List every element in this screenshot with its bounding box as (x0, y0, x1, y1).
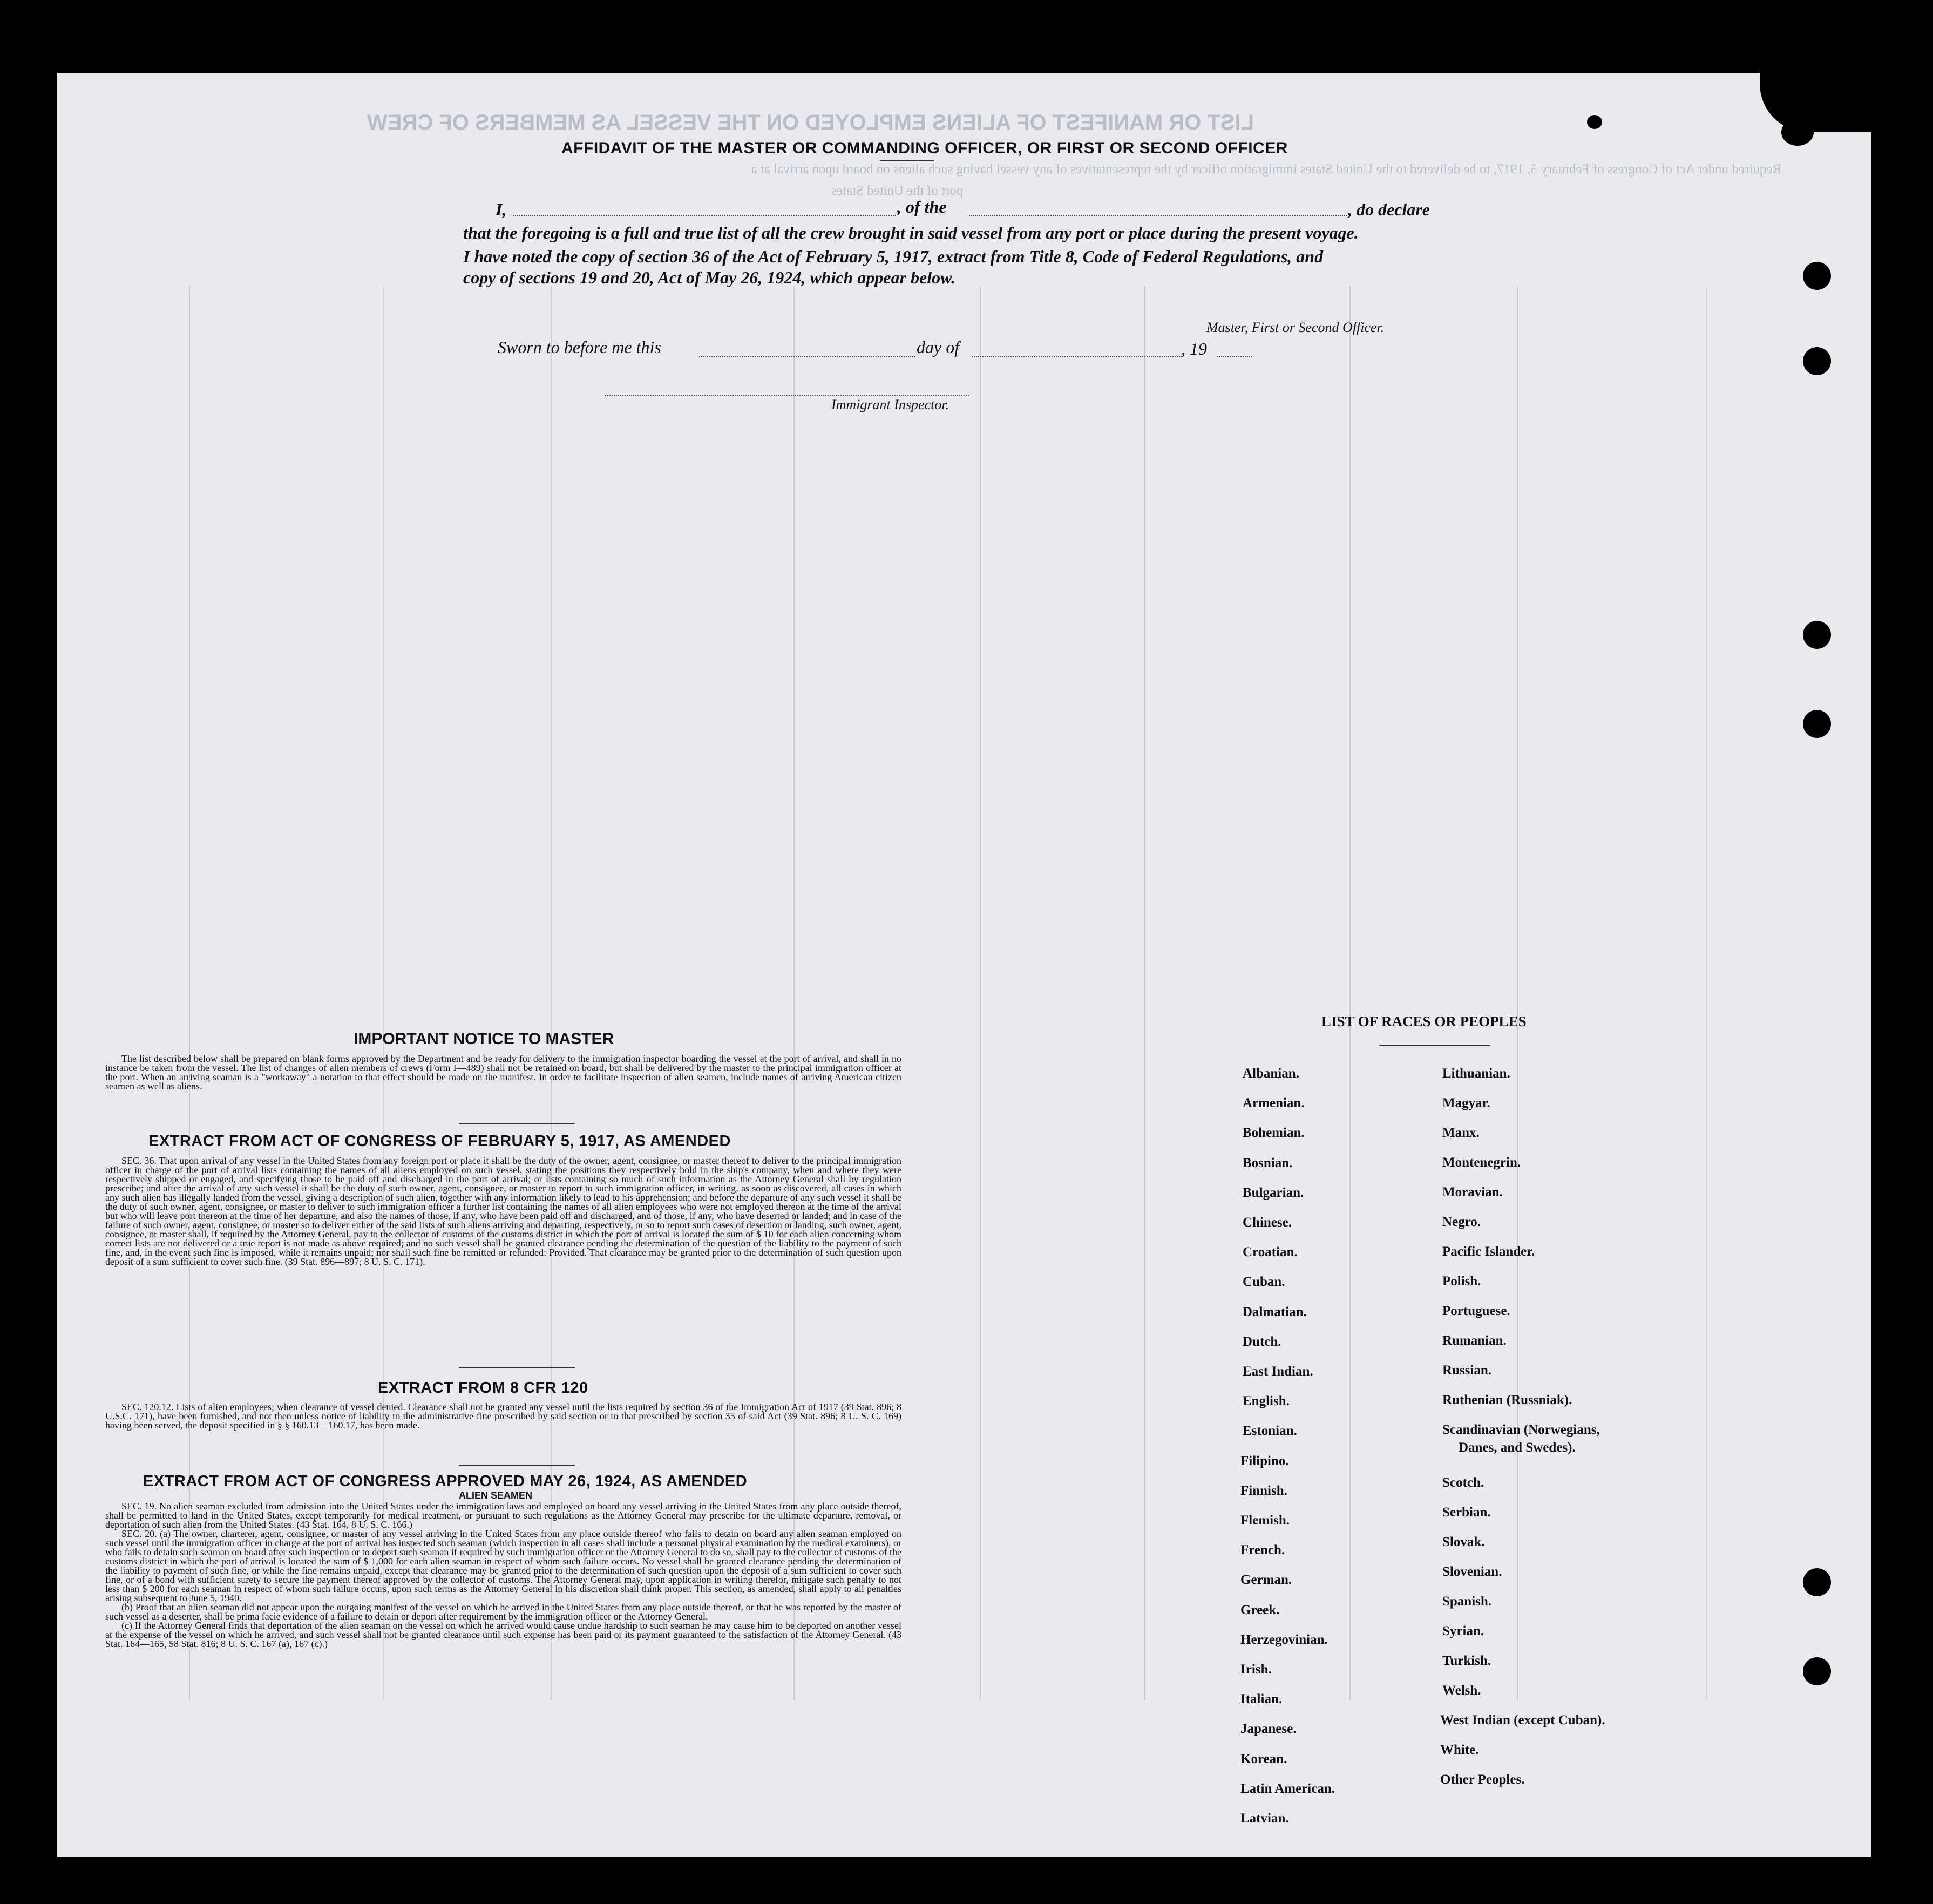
race-item: West Indian (except Cuban). (1440, 1713, 1605, 1727)
race-item: Scandinavian (Norwegians, (1442, 1422, 1600, 1437)
race-item: Slovak. (1442, 1535, 1485, 1549)
sec-20b-text: (b) Proof that an alien seaman did not appear upon the outgoing manifest of the vessel on which he arrived in the United States from any place outside thereof, or that he was reported by the master of such vessel as a deserter, shall be prima facie evidence of a failure to detain or deport after requirement by the immigration officer or the Attorney General. (105, 1602, 901, 1622)
inspector-signature-line[interactable] (605, 395, 969, 396)
race-item: Portuguese. (1442, 1304, 1510, 1318)
notice-body (105, 1054, 901, 1091)
bleed-column-line (980, 286, 981, 1700)
name-field-line[interactable] (513, 215, 896, 216)
race-item: Serbian. (1442, 1505, 1491, 1520)
race-item: Ruthenian (Russniak). (1442, 1393, 1572, 1407)
race-item: Flemish. (1240, 1513, 1290, 1528)
race-item: East Indian. (1243, 1364, 1313, 1379)
race-item: Bulgarian. (1243, 1185, 1304, 1200)
extract-1917-body (105, 1156, 901, 1266)
alien-seamen-subtitle: ALIEN SEAMEN (459, 1490, 533, 1501)
race-item: Croatian. (1243, 1245, 1298, 1260)
race-item: Dalmatian. (1243, 1304, 1307, 1319)
section-divider (459, 1367, 575, 1368)
race-item: Spanish. (1442, 1594, 1492, 1609)
affidavit-i: I, (496, 200, 507, 219)
race-item: Bosnian. (1243, 1155, 1293, 1170)
bleed-column-line (1144, 286, 1145, 1700)
sworn-text: Sworn to before me this (498, 337, 661, 357)
affidavit-title: AFFIDAVIT OF THE MASTER OR COMMANDING OFFICER, OR FIRST OR SECOND OFFICER (561, 139, 1288, 157)
sec-20c-text: (c) If the Attorney General finds that deportation of the alien seaman on the vessel on which he arrived would cause undue hardship to such seaman he may cause him to be deported on another vessel at the expense of the vessel on which he arrived, and such vessel shall not be granted clearance until such expense has been paid or its payment guaranteed to the satisfaction of the Attorney General. (43 Stat. 164—165, 58 Stat. 816; 8 U. S. C. 167 (a), 167 (c).) (105, 1620, 901, 1649)
race-item: Slovenian. (1442, 1564, 1502, 1579)
affidavit-line-2: that the foregoing is a full and true list of all the crew brought in said vessel from any port or place during the present voyage. (463, 223, 1359, 242)
bleed-column-line (793, 286, 795, 1700)
race-item: Chinese. (1243, 1215, 1292, 1230)
punch-hole (1803, 262, 1831, 290)
race-item: Polish. (1442, 1274, 1481, 1289)
race-item: Cuban. (1243, 1275, 1285, 1290)
race-item: Magyar. (1442, 1096, 1490, 1110)
sworn-day-field-line[interactable] (699, 356, 915, 357)
race-item: Greek. (1240, 1602, 1280, 1617)
sec-19-text: SEC. 19. No alien seaman excluded from admission into the United States under the immigration laws and employed on board any vessel arriving in the United States from any place outside thereof, shall be permitted to land in the United States, except temporarily for medical treatment, or pursuant to such regulations as the Attorney General may prescribe for the ultimate departure, removal, or deportation of such alien from the United States. (43 Stat. 164, 8 U. S. C. 166.) (105, 1501, 901, 1530)
race-item: Latvian. (1240, 1811, 1289, 1826)
sec-20a-text: SEC. 20. (a) The owner, charterer, agent, consignee, or master of any vessel arriving in the United States from any place outside thereof who fails to detain on board any alien seaman employed on such vessel until the immigration officer in charge at the port of arrival has inspected such seaman (which inspection in all cases shall include a personal physical examination by the medical examiners), or who fails to detain such seaman on board after such inspection or to deport such seaman if required by such immigration officer or the Attorney General to do so, shall pay to the collector of customs of the customs district in which the port of arrival is located the sum of $ 1,000 for each alien seaman in respect of whom such failure occurs. No vessel shall be granted clearance pending the determination of the liability to payment of such fine, or while the fine remains unpaid, except that clearance may be granted prior to the determination of such question upon the deposit of a sum sufficient to cover such fine, or of a bond with sufficient surety to secure the payment thereof approved by the collector of customs. The Attorney General may, upon application in writing therefor, mitigate such penalty to not less than $ 200 for each seaman in respect of whom such failure occurs, upon such terms as the Attorney General in his discretion shall think proper. This section, as amended, shall apply to all penalties arising subsequent to June 5, 1940. (105, 1528, 901, 1603)
affidavit-line-4: copy of sections 19 and 20, Act of May 26, 1924, which appear below. (463, 268, 956, 287)
race-item: Welsh. (1442, 1683, 1481, 1698)
race-item: English. (1243, 1394, 1290, 1409)
affidavit-do-declare: , do declare (1348, 200, 1430, 219)
race-item: Japanese. (1240, 1722, 1297, 1737)
sec-120-12-text: SEC. 120.12. Lists of alien employees; when clearance of vessel denied. Clearance shall not be granted any vessel until the lists required by section 36 of the Immigration Act of 1917 (39 Stat. 896; 8 U.S.C. 171), have been furnished, and not then unless notice of liability to the administrative fine prescribed by said section or to that prescribed by section 35 of said Act (39 Stat. 896; 8 U. S. C. 169) having been served, the deposit specified in § § 160.13—160.17, has been made. (105, 1401, 901, 1431)
race-item: Armenian. (1243, 1096, 1305, 1111)
year-field-line[interactable] (1217, 356, 1252, 357)
bleed-through-line: Required under Act of Congress of February 5, 1917, to be delivered to the United States immigration officer by the representatives of any vessel having such aliens on board upon arrival at a (751, 162, 1781, 177)
extract-cfr-body (105, 1402, 901, 1430)
bleed-through-title: LIST OR MANIFEST OF ALIENS EMPLOYED ON THE VESSEL AS MEMBERS OF CREW (367, 111, 1254, 134)
bleed-column-line (1349, 286, 1351, 1700)
punch-hole (1803, 1568, 1831, 1596)
race-item: Russian. (1442, 1363, 1492, 1378)
bleed-column-line (1517, 286, 1518, 1700)
year-prefix: , 19 (1181, 339, 1207, 358)
race-item: Turkish. (1442, 1654, 1491, 1668)
section-divider (459, 1465, 575, 1466)
race-item: Korean. (1240, 1751, 1287, 1766)
race-item: German. (1240, 1573, 1292, 1588)
race-item: Danes, and Swedes). (1459, 1440, 1576, 1455)
race-item: French. (1240, 1543, 1285, 1558)
affidavit-of-the: , of the (897, 197, 947, 216)
race-item: Lithuanian. (1442, 1066, 1510, 1081)
day-of-text: day of (917, 337, 960, 357)
punch-hole (1803, 621, 1831, 649)
race-item: Negro. (1442, 1215, 1481, 1229)
race-item: Dutch. (1243, 1334, 1281, 1349)
extract-1924-title: EXTRACT FROM ACT OF CONGRESS APPROVED MAY 26, 1924, AS AMENDED (143, 1473, 748, 1490)
races-underline (1379, 1045, 1490, 1046)
vessel-field-line[interactable] (969, 215, 1347, 216)
race-item: Estonian. (1243, 1424, 1297, 1439)
bleed-column-line (1706, 286, 1707, 1700)
ink-blot (1587, 115, 1602, 129)
race-item: Irish. (1240, 1662, 1272, 1677)
race-item: Latin American. (1240, 1781, 1335, 1796)
race-item: Herzegovinian. (1240, 1632, 1328, 1647)
race-item: Moravian. (1442, 1185, 1503, 1200)
sec-36-text: SEC. 36. That upon arrival of any vessel in the United States from any foreign port or place it shall be the duty of the owner, agent, consignee, or master thereof to deliver to the principal immigration officer in charge of the port of arrival lists containing the names of all aliens employed on such vessel, stating the positions they respectively hold in the ship's company, when and where they were respectively shipped or engaged, and specifying those to be paid off and discharged in the port of arrival; or lists containing so much of such information as the Attorney General shall by regulation prescribe; and after the arrival of any such vessel it shall be the duty of such owner, agent, consignee, or master to report to such immigration officer, in writing, as soon as discovered, all cases in which any such alien has illegally landed from the vessel, giving a description of such alien, together with any information likely to lead to his apprehension; and before the departure of any such vessel it shall be the duty of such owner, agent, consignee, or master to deliver to such immigration officer a further list containing the names of all alien employees who were not employed thereon at the time of the arrival but who will leave port thereon at the time of her departure, and also the names of those, if any, who have been paid off and discharged, and of those, if any, who have deserted or landed; and in case of the failure of such owner, agent, consignee, or master so to deliver either of the said lists of such aliens arriving and departing, respectively, or so to report such cases of desertion or landing, such owner, agent, consignee, or master shall, if required by the Attorney General, pay to the collector of customs of the customs district in which the port of arrival is located the sum of $ 10 for each alien concerning whom correct lists are not delivered or a true report is not made as above required; and no such vessel shall be granted clearance pending the determination of the question of the liability to the payment of such fine, and, in the event such fine is imposed, while it remains unpaid; nor shall such fine be remitted or refunded: Provided. That clearance may be granted prior to the determination of such question upon deposit of a sum sufficient to cover such fine. (39 Stat. 896—897; 8 U. S. C. 171). (105, 1155, 901, 1267)
race-item: Finnish. (1240, 1483, 1287, 1498)
race-item: Albanian. (1243, 1066, 1299, 1081)
race-item: Syrian. (1442, 1624, 1484, 1638)
race-item: Montenegrin. (1442, 1155, 1521, 1170)
master-signature-label: Master, First or Second Officer. (1206, 320, 1385, 335)
notice-title: IMPORTANT NOTICE TO MASTER (354, 1030, 614, 1048)
race-item: Manx. (1442, 1126, 1480, 1140)
race-item: Pacific Islander. (1442, 1244, 1535, 1259)
notice-text: The list described below shall be prepared on blank forms approved by the Department and be ready for delivery to the immigration inspector boarding the vessel at the port of arrival, and shall in no instance be taken from the vessel. The list of changes of alien members of crews (Form I—489) shall not be retained on board, but shall be delivered by the master to the principal immigration officer at the port. When an arriving seaman is a "workaway" a notation to that effect should be made on the manifest. In order to facilitate inspection of alien seamen, include names of arriving American citizen seamen as well as aliens. (105, 1053, 901, 1092)
immigrant-inspector-label: Immigrant Inspector. (831, 397, 949, 412)
extract-1924-body (105, 1502, 901, 1649)
race-item: Italian. (1240, 1692, 1283, 1707)
affidavit-line-3: I have noted the copy of section 36 of the Act of February 5, 1917, extract from Title 8, Code of Federal Regulations, and (463, 247, 1324, 266)
punch-hole (1803, 1657, 1831, 1685)
race-item: Bohemian. (1243, 1126, 1305, 1141)
section-divider (459, 1123, 575, 1124)
punch-hole (1803, 710, 1831, 738)
extract-1917-title: EXTRACT FROM ACT OF CONGRESS OF FEBRUARY 5, 1917, AS AMENDED (148, 1133, 731, 1150)
race-item: Other Peoples. (1440, 1772, 1525, 1787)
extract-cfr-title: EXTRACT FROM 8 CFR 120 (378, 1379, 588, 1397)
torn-corner (1781, 119, 1814, 146)
title-underline (880, 160, 934, 161)
race-item: Filipino. (1240, 1453, 1289, 1468)
race-item: Rumanian. (1442, 1333, 1507, 1348)
bleed-through-line-2: port of the United States (831, 184, 964, 198)
race-item: White. (1440, 1743, 1479, 1757)
race-item: Scotch. (1442, 1475, 1484, 1490)
punch-hole (1803, 347, 1831, 375)
sworn-month-field-line[interactable] (972, 356, 1182, 357)
races-title: LIST OF RACES OR PEOPLES (1321, 1013, 1527, 1029)
